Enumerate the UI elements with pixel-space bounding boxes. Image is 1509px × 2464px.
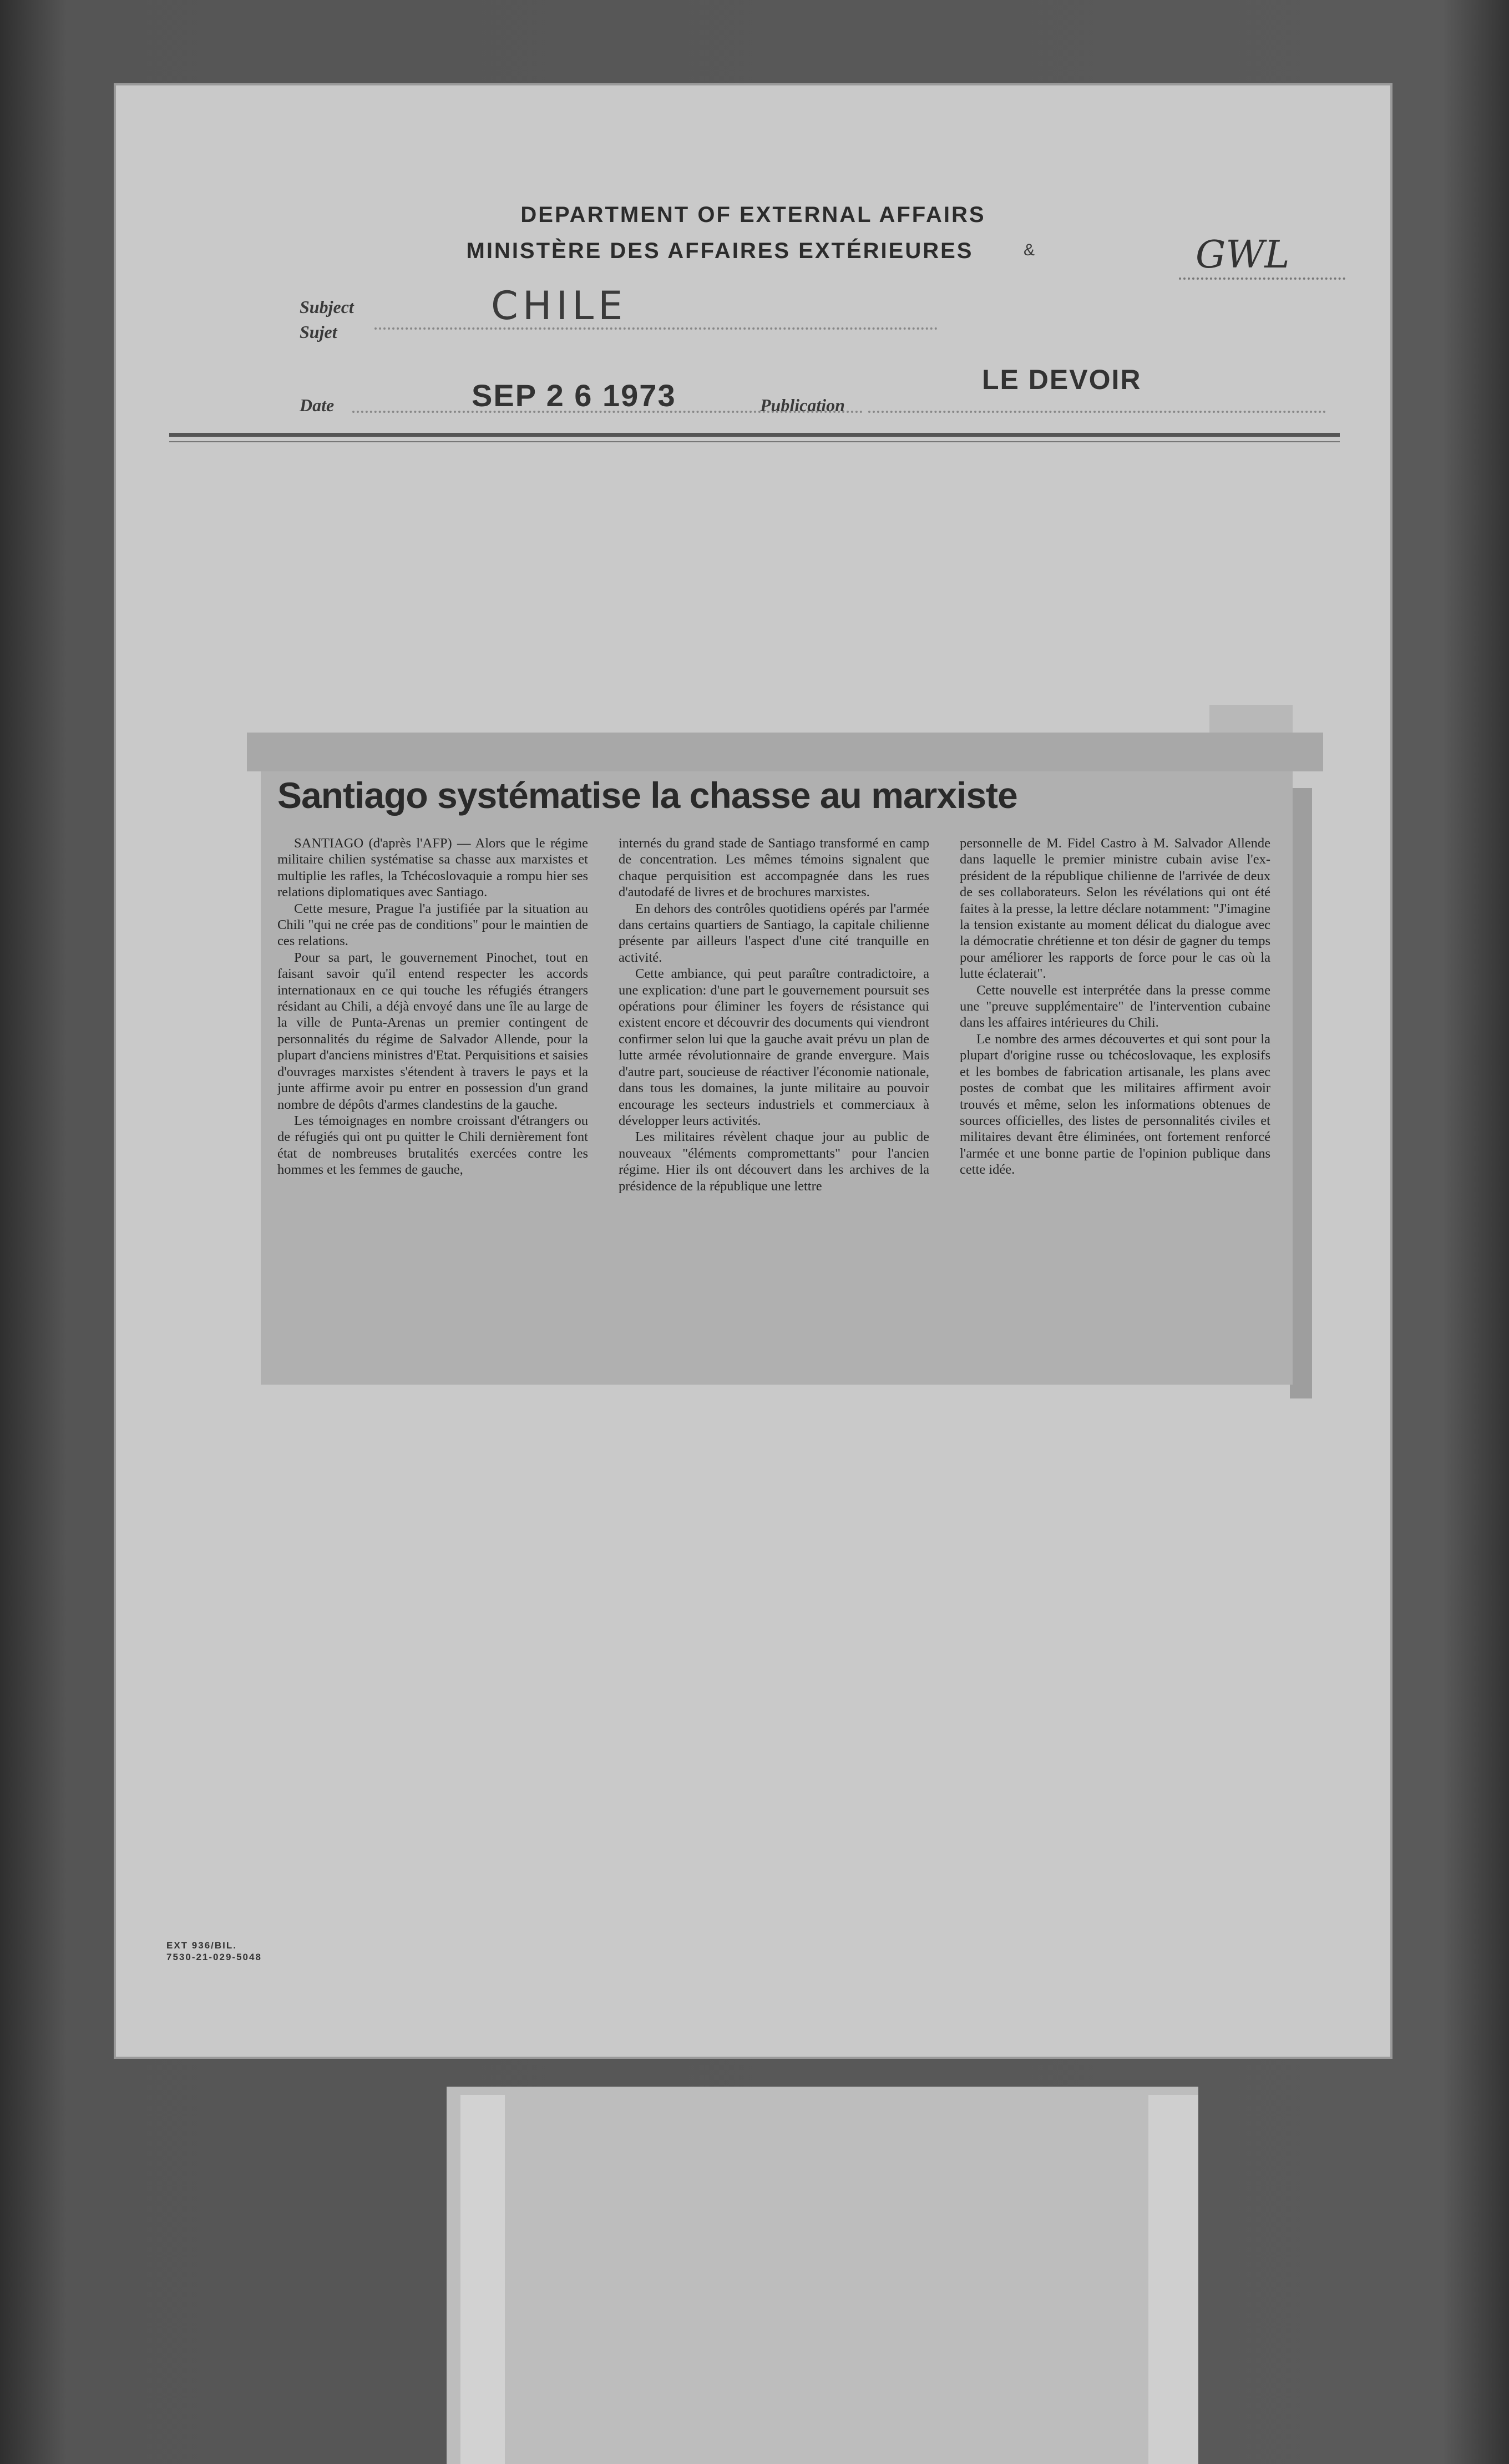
paragraph: Cette ambiance, qui peut paraître contradictoire, a une explication: d'une part le gouvernement poursuit ses opérations pour éliminer les foyers de résistance qui existent encore et découvrir des documents qui viendront confirmer selon lui que la gauche avait prévu un plan de lutte armée révolutionnaire de grande envergure. Mais d'autre part, soucieuse de réactiver l'économie nationale, dans tous les domaines, la junte militaire au pouvoir encourage les secteurs industriels et commerciaux à développer leurs activités. <box>619 966 929 1128</box>
publication-value: LE DEVOIR <box>982 364 1142 395</box>
form-code-line-2: 7530-21-029-5048 <box>166 1952 262 1962</box>
date-label: Date <box>300 395 335 415</box>
envelope <box>447 2087 1198 2464</box>
envelope-flap-left <box>460 2095 505 2464</box>
subject-value: CHILE <box>491 283 627 329</box>
handwritten-initials: GWL <box>1196 233 1290 277</box>
article-columns <box>277 835 1276 1368</box>
subject-label: Subject <box>300 297 354 317</box>
article-column-3 <box>960 835 1270 1368</box>
header-rule <box>169 433 1340 437</box>
newspaper-clipping <box>261 752 1293 1385</box>
article-column-2 <box>619 835 929 1368</box>
ampersand-mark: & <box>1024 241 1035 259</box>
paragraph: Pour sa part, le gouvernement Pinochet, tout en faisant savoir qu'il entend respecter les accords internationaux en ce qui touche les réfugiés étrangers résidant au Chili, a déjà envoyé dans une île au large de la ville de Punta-Arenas un premier contingent de personnalités du régime de Salvador Allende, pour la plupart d'anciens ministres d'Etat. Perquisitions et saisies d'ouvrages marxistes s'étendent à travers le pays et la junte affirme avoir pu entrer en possession d'un grand nombre de dépôts d'armes clandestins de la gauche. <box>277 950 588 1112</box>
publication-line <box>868 411 1326 413</box>
paragraph: En dehors des contrôles quotidiens opérés par l'armée dans certains quartiers de Santiago, la capitale chilienne présente par ailleurs l'aspect d'une cité tranquille en activité. <box>619 901 929 965</box>
subject-line <box>374 327 938 330</box>
department-french: MINISTÈRE DES AFFAIRES EXTÉRIEURES <box>466 239 974 263</box>
paragraph: internés du grand stade de Santiago transformé en camp de concentration. Les mêmes témoins signalent que chaque perquisition est accompagnée dans les rues d'autodafé de livres et de brochures marxistes. <box>619 836 929 900</box>
envelope-flap-right <box>1148 2095 1198 2464</box>
paragraph: Cette mesure, Prague l'a justifiée par la situation au Chili "qui ne crée pas de conditions" pour le maintien de ces relations. <box>277 901 588 949</box>
tape-right-edge <box>1290 788 1312 1398</box>
paragraph: Le nombre des armes découvertes et qui sont pour la plupart d'origine russe ou tchécoslovaque, les explosifs et les bombes de fabrication artisanale, les plans avec postes de combat que les militaires affirment avoir trouvés et même, selon les informations obtenues de sources officielles, des listes de personnalités civiles et militaires devant être éliminées, ont fortement renforcé l'armée et une bonne partie de l'opinion publique dans cette idée. <box>960 1031 1270 1178</box>
article-column-1 <box>277 835 588 1368</box>
initials-line <box>1179 277 1345 280</box>
publication-label: Publication <box>760 395 845 415</box>
paragraph: SANTIAGO (d'après l'AFP) — Alors que le régime militaire chilien systématise sa chasse aux marxistes et multiplie les rafles, la Tchécoslovaquie a rompu hier ses relations diplomatiques avec Santiago. <box>277 836 588 900</box>
form-code <box>166 1940 262 1963</box>
date-value: SEP 2 6 1973 <box>472 378 676 413</box>
header-rule-thin <box>169 441 1340 442</box>
form-code-line-1: EXT 936/BIL. <box>166 1940 237 1951</box>
paragraph: Les militaires révèlent chaque jour au public de nouveaux "éléments compromettants" pour l'ancien régime. Hier ils ont découvert dans les archives de la présidence de la république une lettre <box>619 1129 929 1194</box>
form-header <box>114 83 1392 444</box>
article-headline: Santiago systématise la chasse au marxiste <box>277 775 1017 816</box>
clipping-form-sheet <box>114 83 1392 2059</box>
paragraph: personnelle de M. Fidel Castro à M. Salvador Allende dans laquelle le premier ministre cubain avise l'ex-président de la république chilienne de l'arrivée de deux de ses collaborateurs. Selon les révélations qui ont été faites à la presse, la lettre déclare notamment: "J'imagine la tension existante au moment délicat du dialogue avec la démocratie chrétienne et ton désir de gagner du temps pour améliorer les rapports de force pour le cas où la lutte éclaterait". <box>960 836 1270 982</box>
department-english: DEPARTMENT OF EXTERNAL AFFAIRS <box>520 203 986 227</box>
paragraph: Cette nouvelle est interprétée dans la presse comme une "preuve supplémentaire" de l'intervention cubaine dans les affaires intérieures du Chili. <box>960 982 1270 1031</box>
sujet-label: Sujet <box>300 322 337 342</box>
paragraph: Les témoignages en nombre croissant d'étrangers ou de réfugiés qui ont pu quitter le Chili dernièrement font état de nombreuses brutalités exercées contre les hommes et les femmes de gauche, <box>277 1113 588 1178</box>
